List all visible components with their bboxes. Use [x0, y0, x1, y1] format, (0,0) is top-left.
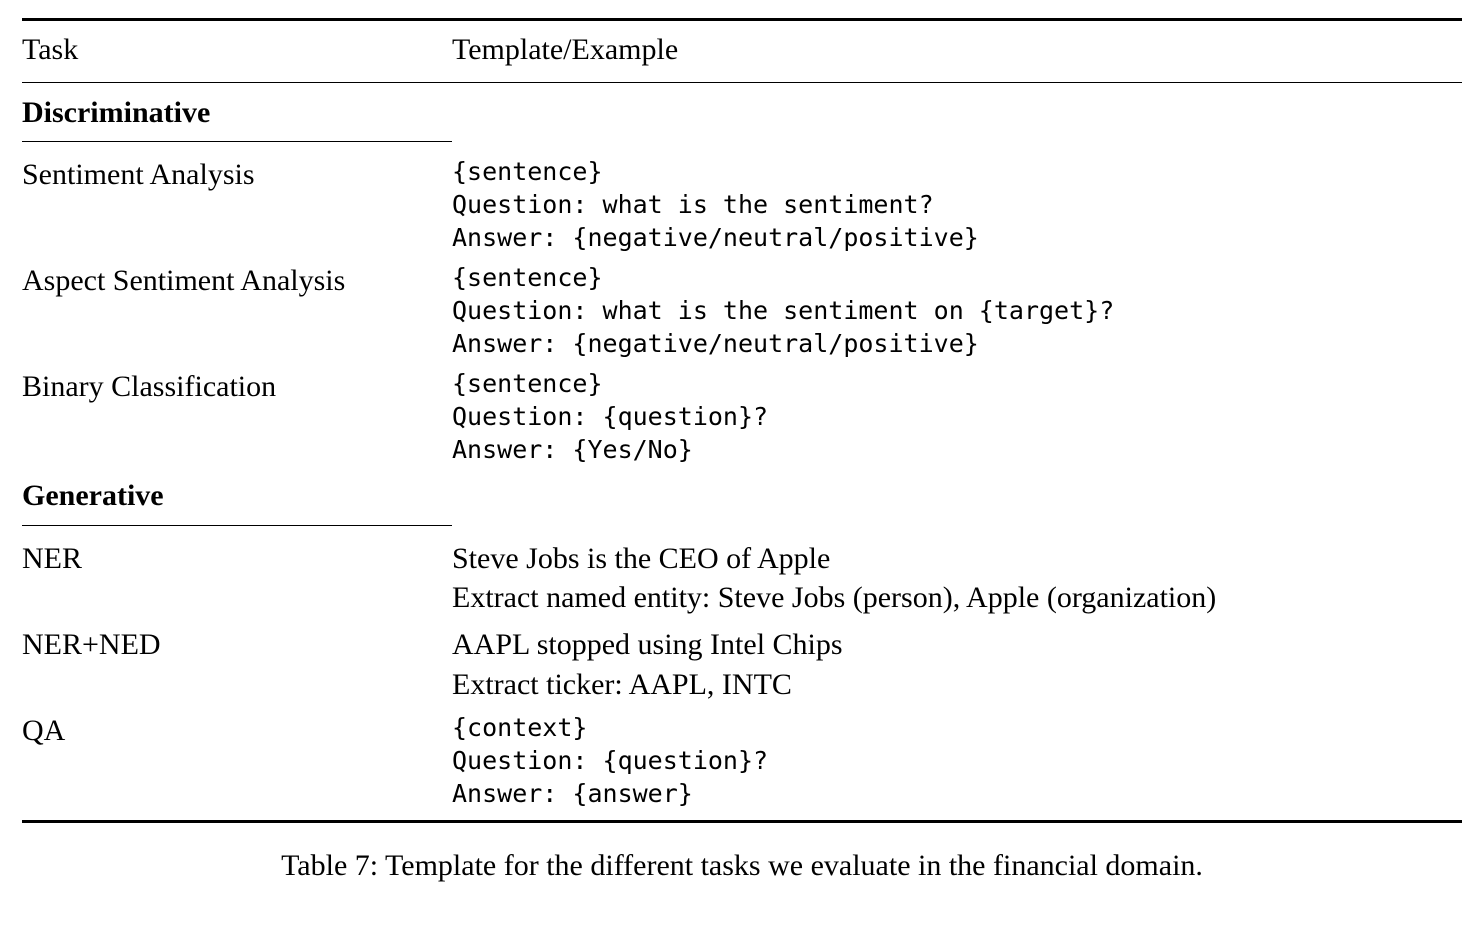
column-header-template: Template/Example: [452, 20, 1462, 83]
tasks-template-table: [22, 18, 1462, 823]
template-cell: [452, 254, 1462, 360]
bottom-rule-right: [452, 810, 1462, 822]
table-row: [22, 618, 1462, 704]
section-title-discriminative: [22, 82, 452, 148]
table-row: [22, 360, 1462, 466]
section-header-empty-cell: [452, 466, 1462, 532]
table-caption: Table 7: Template for the different tasks we evaluate in the financial domain.: [281, 849, 1203, 883]
section-title-generative: [22, 466, 452, 532]
template-line: {sentence}: [452, 263, 603, 293]
column-header-task: Task: [22, 20, 452, 83]
section-title-text: Generative: [22, 479, 164, 513]
task-label: NER+NED: [22, 627, 161, 661]
template-line: Question: what is the sentiment?: [452, 190, 934, 220]
template-cell: [452, 532, 1462, 618]
template-line: Extract ticker: AAPL, INTC: [452, 667, 792, 701]
template-line: Answer: {negative/neutral/positive}: [452, 329, 979, 359]
bottom-rule-left: [22, 810, 452, 822]
table-page: [0, 18, 1484, 938]
template-line: Answer: {negative/neutral/positive}: [452, 223, 979, 253]
template-line: Question: {question}?: [452, 402, 769, 432]
template-cell: [452, 704, 1462, 810]
template-line: {sentence}: [452, 157, 603, 187]
template-line: Answer: {Yes/No}: [452, 435, 693, 465]
section-underline: [22, 141, 452, 142]
table-row: [22, 532, 1462, 618]
template-line: Answer: {answer}: [452, 779, 693, 809]
task-label: Binary Classification: [22, 370, 277, 404]
template-line: Steve Jobs is the CEO of Apple: [452, 541, 831, 575]
table-row: [22, 254, 1462, 360]
task-label: QA: [22, 714, 66, 748]
section-underline: [22, 525, 452, 526]
table-row: [22, 148, 1462, 254]
template-cell: [452, 148, 1462, 254]
section-title-text: Discriminative: [22, 95, 211, 129]
section-header-empty-cell: [452, 82, 1462, 148]
template-line: Extract named entity: Steve Jobs (person), Apple (organization): [452, 581, 1217, 615]
template-line: {context}: [452, 713, 588, 743]
table-header-row: [22, 20, 1462, 83]
template-line: AAPL stopped using Intel Chips: [452, 627, 843, 661]
task-label: Sentiment Analysis: [22, 158, 255, 192]
table-bottom-rule: [22, 810, 1462, 822]
task-label: NER: [22, 541, 82, 575]
template-cell: [452, 360, 1462, 466]
task-label: Aspect Sentiment Analysis: [22, 264, 346, 298]
section-header-generative: [22, 466, 1462, 532]
template-line: {sentence}: [452, 369, 603, 399]
template-line: Question: {question}?: [452, 746, 769, 776]
table-row: [22, 704, 1462, 810]
template-cell: [452, 618, 1462, 704]
section-header-discriminative: [22, 82, 1462, 148]
template-line: Question: what is the sentiment on {target}?: [452, 296, 1115, 326]
